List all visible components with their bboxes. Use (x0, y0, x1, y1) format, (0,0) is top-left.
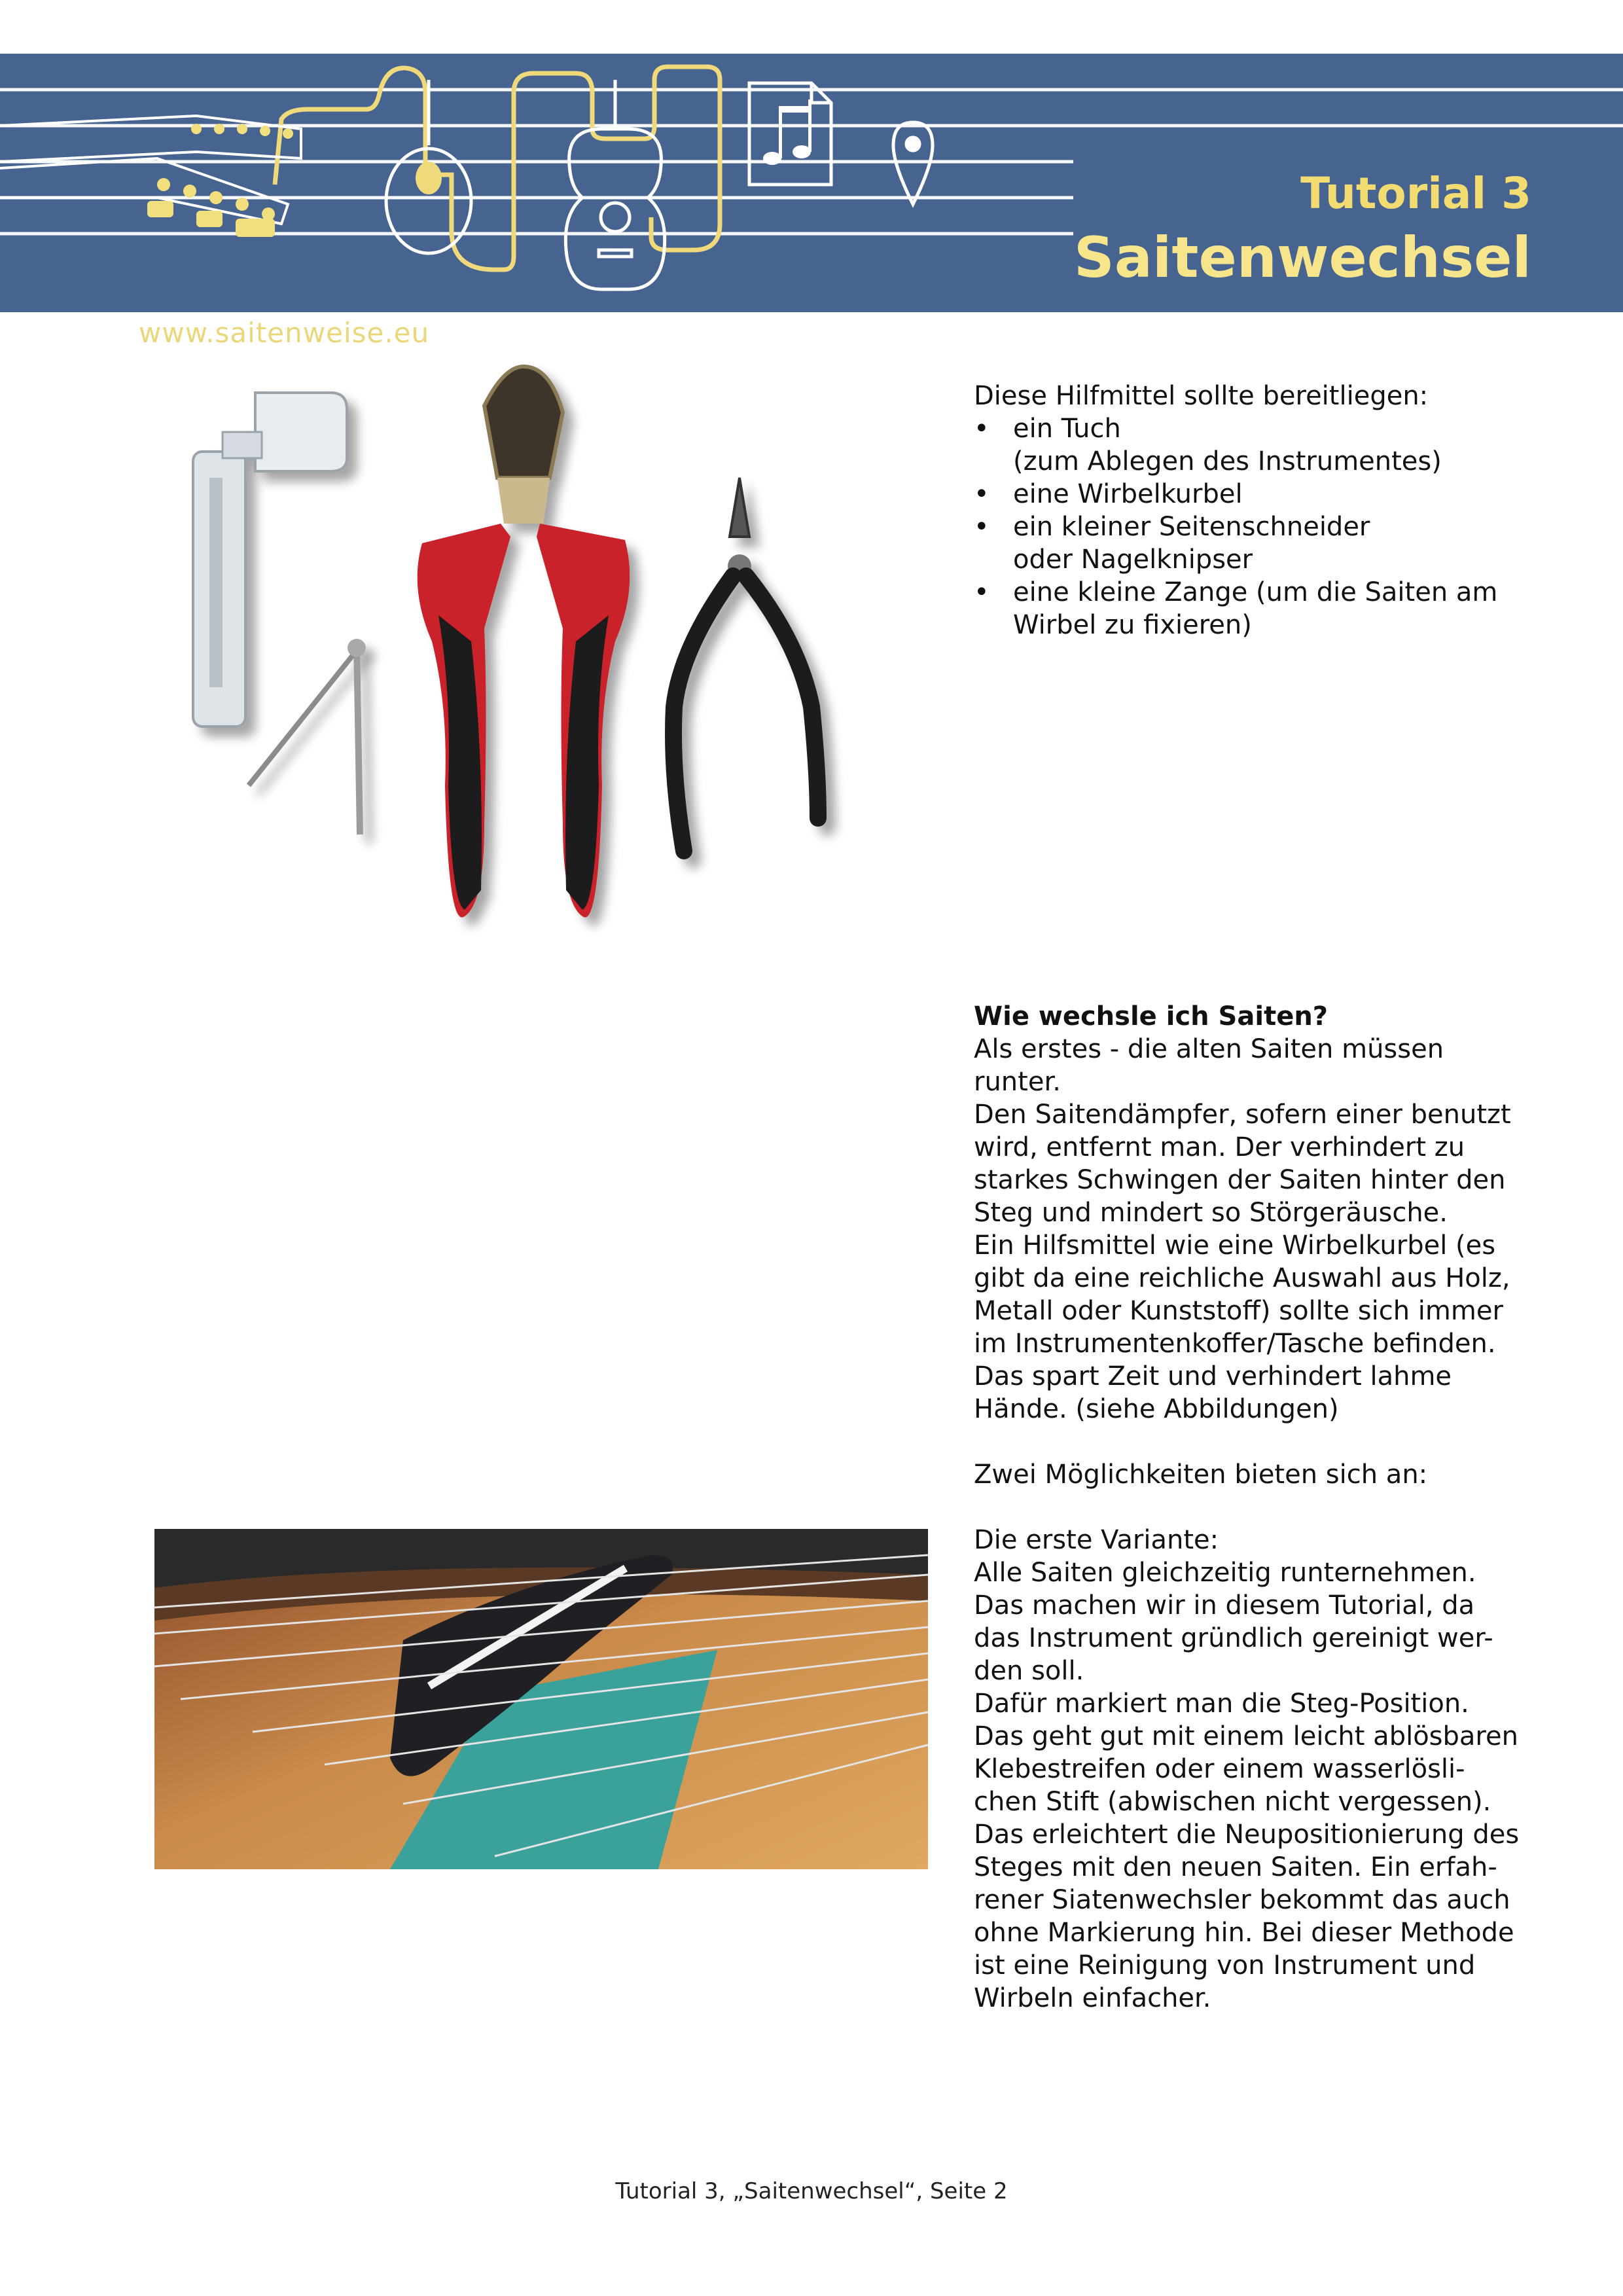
side-cutter-image (418, 367, 630, 918)
section-heading: Wie wechsle ich Saiten? (974, 1001, 1328, 1031)
text-line: Hände. (siehe Abbildungen) (974, 1394, 1339, 1424)
list-item-line: oder Nagelknipser (1013, 545, 1253, 575)
text-line: starkes Schwingen der Saiten hinter den (974, 1165, 1506, 1195)
website-url: www.saitenweise.eu (139, 317, 430, 349)
needle-nose-pliers-image (673, 478, 818, 851)
text-line: gibt da eine reichliche Auswahl aus Holz, (974, 1263, 1510, 1293)
tutorial-number: Tutorial 3 (1300, 168, 1531, 219)
blank-line (974, 1426, 1550, 1458)
text-line: Das spart Zeit und verhindert lahme (974, 1361, 1452, 1391)
list-item (974, 412, 1550, 478)
text-line: ist eine Reinigung von Instrument und (974, 1950, 1476, 1981)
text-line: Zwei Möglichkeiten bieten sich an: (974, 1460, 1428, 1490)
page-title: Saitenwechsel (1073, 225, 1531, 291)
nail-clipper-image (249, 639, 366, 834)
text-line: runter. (974, 1067, 1061, 1097)
list-item-line: • ein Tuch (1013, 414, 1121, 444)
guitar-headstock-icon (0, 116, 301, 237)
bridge-photo (154, 1529, 928, 1869)
list-item (974, 478, 1550, 511)
text-line: rener Siatenwechsler bekommt das auch (974, 1885, 1510, 1915)
list-item-line: (zum Ablegen des Instrumentes) (1013, 446, 1442, 476)
mandolin-icon (386, 80, 471, 253)
list-item-line: • eine kleine Zange (um die Saiten am (1013, 577, 1498, 607)
text-line: Metall oder Kunststoff) sollte sich immer (974, 1296, 1503, 1326)
text-line: Das erleichtert die Neupositionierung des (974, 1820, 1520, 1850)
tools-lead: Diese Hilfmittel sollte bereitliegen: (974, 381, 1429, 411)
string-winder-image (193, 393, 347, 726)
text-line: Dafür markiert man die Steg-Position. (974, 1689, 1469, 1719)
tools-list (974, 412, 1550, 641)
text-line: wird, entfernt man. Der verhindert zu (974, 1132, 1465, 1162)
text-line: Den Saitendämpfer, sofern einer benutzt (974, 1100, 1511, 1130)
text-line: Als erstes - die alten Saiten müssen (974, 1034, 1444, 1064)
text-line: Die erste Variante: (974, 1525, 1219, 1555)
page-footer: Tutorial 3, „Saitenwechsel“, Seite 2 (615, 2178, 1008, 2204)
text-line: Klebestreifen oder einem wasserlösli- (974, 1754, 1465, 1784)
text-line: Wirbeln einfacher. (974, 1983, 1211, 2013)
text-line: Alle Saiten gleichzeitig runternehmen. (974, 1558, 1476, 1588)
text-line: Ein Hilfsmittel wie eine Wirbelkurbel (es (974, 1230, 1496, 1261)
text-line: ohne Markierung hin. Bei dieser Methode (974, 1918, 1514, 1948)
instructions-section (974, 1000, 1550, 2015)
text-line: im Instrumentenkoffer/Tasche befinden. (974, 1329, 1496, 1359)
guitar-icon (565, 80, 664, 289)
text-line: chen Stift (abwischen nicht vergessen). (974, 1787, 1491, 1817)
text-line: Steg und mindert so Störgeräusche. (974, 1198, 1448, 1228)
text-line: den soll. (974, 1656, 1084, 1686)
text-line: Das machen wir in diesem Tutorial, da (974, 1590, 1475, 1621)
list-item-line: Wirbel zu fixieren) (1013, 610, 1252, 640)
tools-photo (157, 367, 903, 942)
instructions-text (974, 1033, 1550, 2015)
text-line: Steges mit den neuen Saiten. Ein erfah- (974, 1852, 1497, 1882)
blank-line (974, 1491, 1550, 1524)
list-item (974, 576, 1550, 641)
text-line: das Instrument gründlich gereinigt wer- (974, 1623, 1493, 1653)
header-banner (0, 54, 1623, 349)
list-item-line: • ein kleiner Seitenschneider (1013, 512, 1370, 542)
text-line: Das geht gut mit einem leicht ablösbaren (974, 1721, 1518, 1751)
list-item-line: • eine Wirbelkurbel (1013, 479, 1243, 509)
tools-list-section (974, 380, 1550, 641)
sheet-music-icon (749, 83, 831, 185)
list-item (974, 511, 1550, 576)
